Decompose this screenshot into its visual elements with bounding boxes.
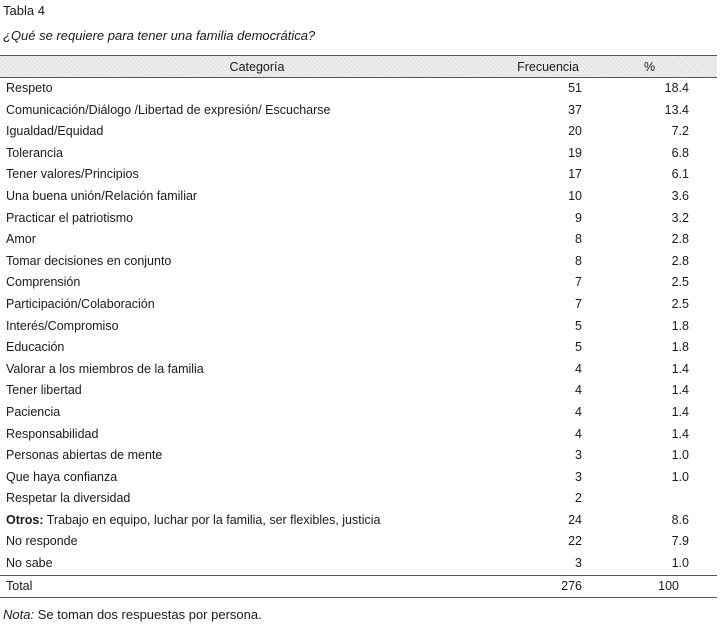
category-text: Tener libertad bbox=[6, 383, 82, 398]
cell-percent: 18.4 bbox=[664, 81, 689, 95]
table-body bbox=[0, 78, 717, 576]
cell-category bbox=[0, 337, 514, 359]
cell-percent: 2.5 bbox=[671, 296, 689, 311]
table-row bbox=[0, 121, 717, 143]
cell-percent: 2.8 bbox=[671, 253, 689, 268]
cell-frequency: 20 bbox=[568, 124, 582, 139]
category-text: Trabajo en equipo, luchar por la familia, ser flexibles, justicia bbox=[43, 512, 381, 527]
table-row bbox=[0, 467, 717, 489]
table-row bbox=[0, 251, 717, 273]
cell-category bbox=[0, 467, 514, 489]
cell-frequency: 3 bbox=[575, 469, 582, 484]
cell-category bbox=[0, 229, 514, 251]
category-text: No sabe bbox=[6, 556, 53, 571]
cell-percent: 1.0 bbox=[671, 448, 689, 463]
cell-category bbox=[0, 121, 514, 143]
table-row bbox=[0, 424, 717, 446]
category-text: Una buena unión/Relación familiar bbox=[6, 188, 198, 203]
cell-frequency: 37 bbox=[568, 102, 582, 117]
table-row bbox=[0, 510, 717, 532]
cell-category bbox=[0, 553, 514, 575]
total-row bbox=[0, 575, 717, 598]
cell-category bbox=[0, 510, 514, 532]
cell-category bbox=[0, 164, 514, 186]
cell-category bbox=[0, 402, 514, 424]
table-label: Tabla 4 bbox=[3, 3, 45, 18]
table-row bbox=[0, 78, 717, 100]
category-text: Interés/Compromiso bbox=[6, 318, 119, 333]
cell-percent: 3.2 bbox=[671, 210, 689, 225]
cell-category bbox=[0, 186, 514, 208]
table-row bbox=[0, 445, 717, 467]
cell-frequency: 19 bbox=[568, 145, 582, 160]
category-text: Paciencia bbox=[6, 404, 61, 419]
note-label: Nota: bbox=[3, 607, 35, 622]
cell-category bbox=[0, 208, 514, 230]
cell-frequency: 9 bbox=[575, 210, 582, 225]
cell-percent: 13.4 bbox=[664, 102, 689, 117]
cell-frequency: 3 bbox=[575, 448, 582, 463]
header-percent: % bbox=[582, 56, 717, 78]
cell-percent: 1.4 bbox=[671, 404, 689, 419]
category-text: Respeto bbox=[6, 81, 53, 95]
table-row bbox=[0, 272, 717, 294]
cell-percent: 6.8 bbox=[671, 145, 689, 160]
table-title: ¿Qué se requiere para tener una familia democrática? bbox=[3, 28, 316, 43]
cell-frequency: 4 bbox=[575, 383, 582, 398]
table-row bbox=[0, 380, 717, 402]
table-note bbox=[3, 607, 262, 622]
cell-category bbox=[0, 531, 514, 553]
category-text: Participación/Colaboración bbox=[6, 296, 155, 311]
category-text: Responsabilidad bbox=[6, 426, 99, 441]
table-row bbox=[0, 294, 717, 316]
table-row bbox=[0, 316, 717, 338]
total-frequency: 276 bbox=[514, 575, 582, 598]
table-row bbox=[0, 208, 717, 230]
total-label: Total bbox=[0, 575, 514, 598]
table-row bbox=[0, 337, 717, 359]
cell-category bbox=[0, 488, 514, 510]
category-text: Personas abiertas de mente bbox=[6, 448, 163, 463]
category-text: No responde bbox=[6, 534, 78, 549]
cell-percent: 2.8 bbox=[671, 232, 689, 247]
category-text: Amor bbox=[6, 232, 36, 247]
category-text: Practicar el patriotismo bbox=[6, 210, 134, 225]
table-row bbox=[0, 229, 717, 251]
cell-category bbox=[0, 272, 514, 294]
category-text: Que haya confianza bbox=[6, 469, 118, 484]
cell-category bbox=[0, 424, 514, 446]
cell-frequency: 17 bbox=[568, 167, 582, 182]
table-row bbox=[0, 186, 717, 208]
cell-frequency: 8 bbox=[575, 253, 582, 268]
cell-percent: 1.4 bbox=[671, 361, 689, 376]
cell-percent: 7.2 bbox=[671, 124, 689, 139]
cell-category bbox=[0, 143, 514, 165]
cell-frequency: 22 bbox=[568, 534, 582, 549]
cell-frequency: 4 bbox=[575, 404, 582, 419]
cell-percent: 2.5 bbox=[671, 275, 689, 290]
table-row bbox=[0, 359, 717, 381]
cell-percent: 7.9 bbox=[671, 534, 689, 549]
category-text: Respetar la diversidad bbox=[6, 491, 131, 506]
total-percent: 100 bbox=[582, 575, 717, 598]
category-text: Tomar decisiones en conjunto bbox=[6, 253, 172, 268]
cell-frequency: 4 bbox=[575, 361, 582, 376]
cell-category bbox=[0, 359, 514, 381]
cell-frequency: 51 bbox=[568, 81, 582, 95]
data-table bbox=[0, 55, 717, 598]
cell-category bbox=[0, 78, 514, 100]
table-row bbox=[0, 531, 717, 553]
cell-percent: 1.8 bbox=[671, 340, 689, 355]
cell-frequency: 4 bbox=[575, 426, 582, 441]
cell-percent bbox=[582, 488, 717, 510]
header-frequency: Frecuencia bbox=[514, 56, 582, 78]
cell-percent: 6.1 bbox=[671, 167, 689, 182]
cell-frequency: 5 bbox=[575, 340, 582, 355]
table-row bbox=[0, 402, 717, 424]
cell-category bbox=[0, 380, 514, 402]
table-row bbox=[0, 100, 717, 122]
cell-frequency: 10 bbox=[568, 188, 582, 203]
cell-percent: 1.4 bbox=[671, 426, 689, 441]
cell-category bbox=[0, 445, 514, 467]
cell-category bbox=[0, 316, 514, 338]
cell-percent: 1.0 bbox=[671, 556, 689, 571]
category-text: Comprensión bbox=[6, 275, 81, 290]
category-text: Valorar a los miembros de la familia bbox=[6, 361, 204, 376]
cell-percent: 1.8 bbox=[671, 318, 689, 333]
category-text: Igualdad/Equidad bbox=[6, 124, 104, 139]
category-text: Comunicación/Diálogo /Libertad de expresión/ Escucharse bbox=[6, 102, 331, 117]
cell-percent: 1.0 bbox=[671, 469, 689, 484]
cell-percent: 3.6 bbox=[671, 188, 689, 203]
cell-frequency: 5 bbox=[575, 318, 582, 333]
table-row bbox=[0, 553, 717, 575]
cell-frequency: 8 bbox=[575, 232, 582, 247]
cell-category bbox=[0, 100, 514, 122]
cell-frequency: 3 bbox=[575, 556, 582, 571]
table-row bbox=[0, 143, 717, 165]
cell-frequency: 7 bbox=[575, 296, 582, 311]
table-row bbox=[0, 488, 717, 510]
note-text: Se toman dos respuestas por persona. bbox=[34, 607, 262, 622]
category-text: Educación bbox=[6, 340, 65, 355]
category-text: Tener valores/Principios bbox=[6, 167, 139, 182]
cell-percent: 8.6 bbox=[671, 512, 689, 527]
cell-category bbox=[0, 294, 514, 316]
cell-frequency: 7 bbox=[575, 275, 582, 290]
category-prefix: Otros: bbox=[6, 512, 44, 527]
cell-frequency: 24 bbox=[568, 512, 582, 527]
table-header-row bbox=[0, 56, 717, 78]
cell-frequency: 2 bbox=[575, 491, 582, 506]
category-text: Tolerancia bbox=[6, 145, 63, 160]
table-row bbox=[0, 164, 717, 186]
cell-percent: 1.4 bbox=[671, 383, 689, 398]
cell-category bbox=[0, 251, 514, 273]
header-category: Categoría bbox=[0, 56, 514, 78]
